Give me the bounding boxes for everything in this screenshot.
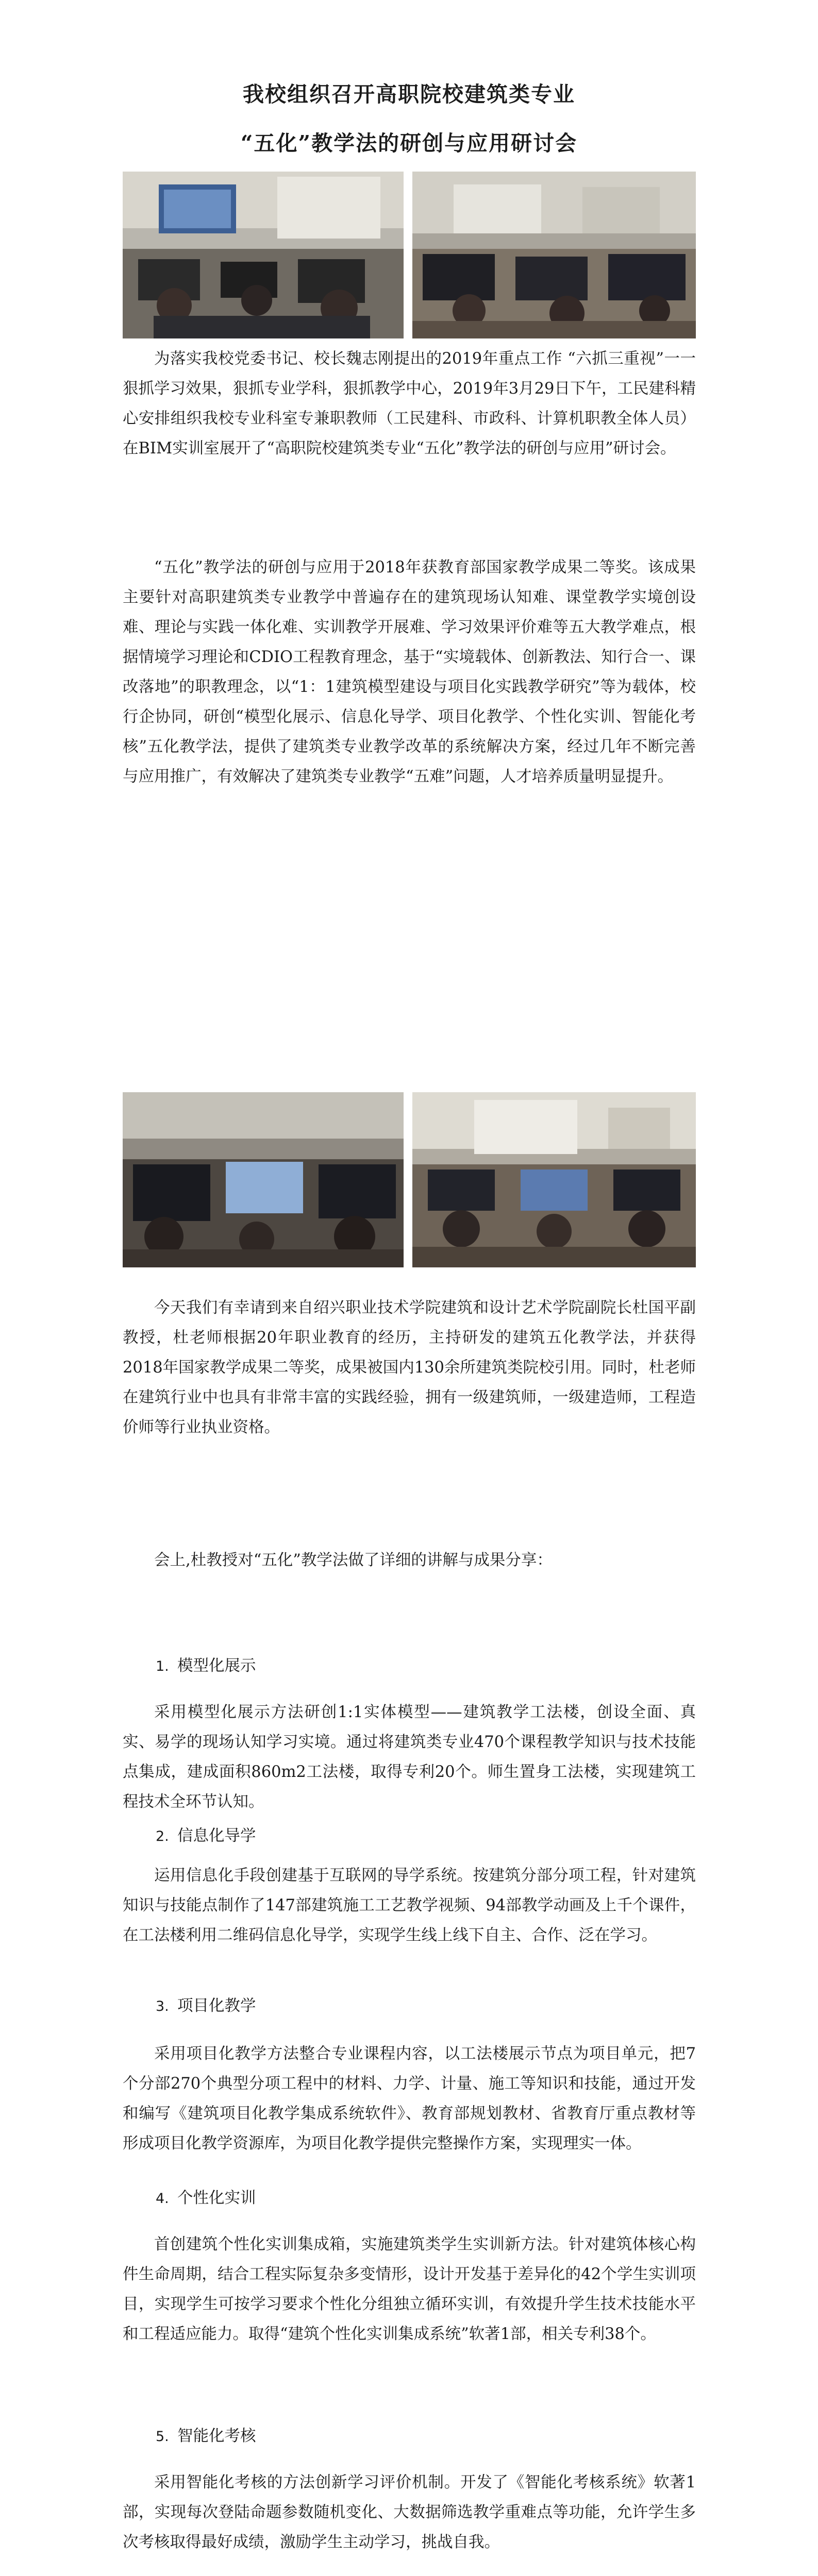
paragraph-personal-training: 首创建筑个性化实训集成箱，实施建筑类学生实训新方法。针对建筑体核心构件生命周期，结合工程实际复杂多变情形，设计开发基于差异化的42个学生实训项目，实现学生可按学习要求个性化分组独立循环实训，有效提升学生技术技能水平和工程适应能力。取得“建筑个性化实训集成系统”软著1部，相关专利38个。 — [123, 2235, 696, 2343]
section-number: 5. — [156, 2429, 169, 2445]
section-title: 信息化导学 — [177, 1827, 256, 1845]
paragraph-model-display: 采用模型化展示方法研创1:1实体模型——建筑教学工法楼，创设全面、真实、易学的现场认知学习实境。通过将建筑类专业470个课程教学知识与技术技能点集成，建成面积860m2工法楼，取得专利20个。师生置身工法楼，实现建筑工程技术全环节认知。 — [123, 1703, 696, 1811]
paragraph-intro: 为落实我校党委书记、校长魏志刚提出的2019年重点工作 “六抓三重视”一一狠抓学习效果，狠抓专业学科，狠抓教学中心，2019年3月29日下午，工民建科精心安排组织我校专业科室专兼职教师（工民建科、市政科、计算机职教全体人员）在BIM实训室展开了“高职院校建筑类专业“五化”教学法的研创与应用”研讨会。 — [123, 350, 696, 457]
section-number: 3. — [156, 1998, 169, 2014]
section-number: 4. — [156, 2191, 169, 2207]
article-title-line-2: “五化”教学法的研创与应用研讨会 — [240, 131, 578, 156]
paragraph-guest-intro: 今天我们有幸请到来自绍兴职业技术学院建筑和设计艺术学院副院长杜国平副教授，杜老师根据20年职业教育的经历，主持研发的建筑五化教学法，并获得2018年国家教学成果二等奖，成果被国内130余所建筑类院校引用。同时，杜老师在建筑行业中也具有非常丰富的实践经验，拥有一级建筑师，一级建造师，工程造价师等行业执业资格。 — [123, 1299, 696, 1436]
section-heading-1 — [156, 1651, 256, 1682]
section-number: 1. — [156, 1658, 169, 1674]
section-heading-5 — [156, 2421, 256, 2452]
section-title: 项目化教学 — [177, 1997, 256, 2015]
computer-training-photo — [123, 1092, 404, 1267]
section-number: 2. — [156, 1828, 169, 1844]
section-heading-3 — [156, 1991, 256, 2022]
lecture-hall-photo — [412, 1092, 696, 1267]
section-heading-2 — [156, 1821, 256, 1852]
section-heading-4 — [156, 2183, 256, 2214]
section-title: 个性化实训 — [177, 2189, 256, 2207]
article-title-line-1: 我校组织召开高职院校建筑类专业 — [243, 82, 575, 107]
paragraph-info-guide: 运用信息化手段创建基于互联网的导学系统。按建筑分部分项工程，针对建筑知识与技能点制作了147部建筑施工工艺教学视频、94部教学动画及上千个课件，在工法楼利用二维码信息化导学，实现学生线上线下自主、合作、泛在学习。 — [123, 1867, 696, 1944]
paragraph-achievement: “五化”教学法的研创与应用于2018年获教育部国家教学成果二等奖。该成果主要针对高职建筑类专业教学中普遍存在的建筑现场认知难、课堂教学实境创设难、理论与实践一体化难、实训教学开展难、学习效果评价难等五大教学难点，根据情境学习理论和CDIO工程教育理念，基于“实境载体、创新教法、知行合一、课改落地”的职教理念，以“1：1建筑模型建设与项目化实践教学研究”等为载体，校行企协同，研创“模型化展示、信息化导学、项目化教学、个性化实训、智能化考核”五化教学法，提供了建筑类专业教学改革的系统解决方案，经过几年不断完善与应用推广，有效解决了建筑类专业教学“五难”问题，人才培养质量明显提升。 — [123, 558, 696, 786]
classroom-presentation-photo — [123, 172, 404, 338]
computer-lab-photo — [412, 172, 696, 338]
paragraph-project-teaching: 采用项目化教学方法整合专业课程内容，以工法楼展示节点为项目单元，把7个分部270个典型分项工程中的材料、力学、计量、施工等知识和技能，通过开发和编写《建筑项目化教学集成系统软件》、教育部规划教材、省教育厅重点教材等形成项目化教学资源库，为项目化教学提供完整操作方案，实现理实一体。 — [123, 2045, 696, 2153]
section-title: 智能化考核 — [177, 2427, 256, 2445]
paragraph-smart-assessment: 采用智能化考核的方法创新学习评价机制。开发了《智能化考核系统》软著1部，实现每次登陆命题参数随机变化、大数据筛选教学重难点等功能，允许学生多次考核取得最好成绩，激励学生主动学习，挑战自我。 — [123, 2473, 696, 2551]
paragraph-meeting: 会上,杜教授对“五化”教学法做了详细的讲解与成果分享： — [154, 1551, 553, 1569]
section-title: 模型化展示 — [177, 1657, 256, 1675]
